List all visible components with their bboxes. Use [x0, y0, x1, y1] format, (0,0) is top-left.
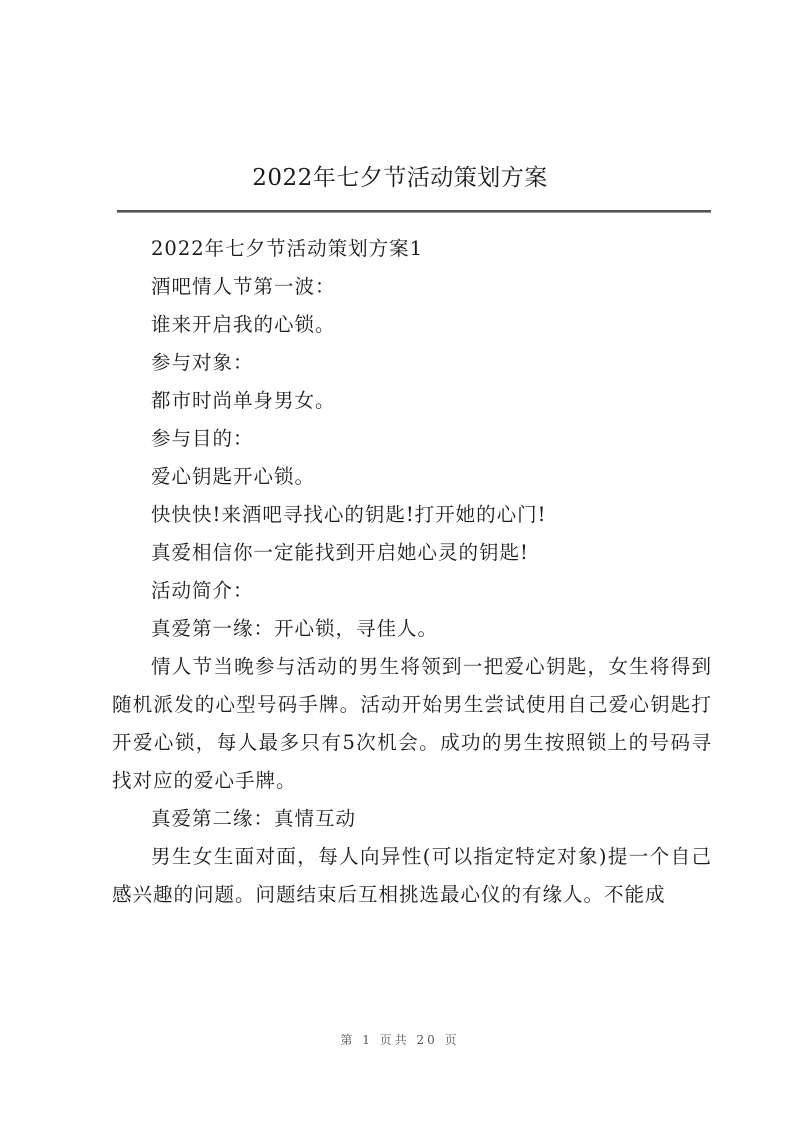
document-body [112, 230, 712, 914]
paragraph: 真爱第一缘：开心锁，寻佳人。 [151, 617, 439, 640]
paragraph: 真爱相信你一定能找到开启她心灵的钥匙! [151, 541, 529, 564]
paragraph: 爱心钥匙开心锁。 [151, 465, 316, 488]
paragraph: 真爱第二缘：真情互动 [151, 807, 357, 830]
page-footer: 第 1 页共 20 页 [340, 1033, 460, 1047]
paragraph: 2022年七夕节活动策划方案1 [151, 237, 424, 260]
paragraph: 谁来开启我的心锁。 [151, 313, 336, 336]
title-divider [117, 210, 711, 213]
document-title: 2022年七夕节活动策划方案 [252, 165, 548, 191]
paragraph: 快快快!来酒吧寻找心的钥匙!打开她的心门! [151, 503, 547, 526]
paragraph: 参与目的： [151, 427, 254, 450]
paragraph: 男生女生面对面，每人向异性(可以指定特定对象)提一个自己感兴趣的问题。问题结束后互相挑选最心仪的有缘人。不能成 [112, 845, 712, 906]
paragraph: 参与对象： [151, 351, 254, 374]
paragraph: 活动简介： [151, 579, 254, 602]
paragraph: 都市时尚单身男女。 [151, 389, 336, 412]
paragraph: 酒吧情人节第一波： [151, 275, 336, 298]
paragraph: 情人节当晚参与活动的男生将领到一把爱心钥匙，女生将得到随机派发的心型号码手牌。活动开始男生尝试使用自己爱心钥匙打开爱心锁，每人最多只有5次机会。成功的男生按照锁上的号码寻找对应的爱心手牌。 [112, 655, 712, 792]
